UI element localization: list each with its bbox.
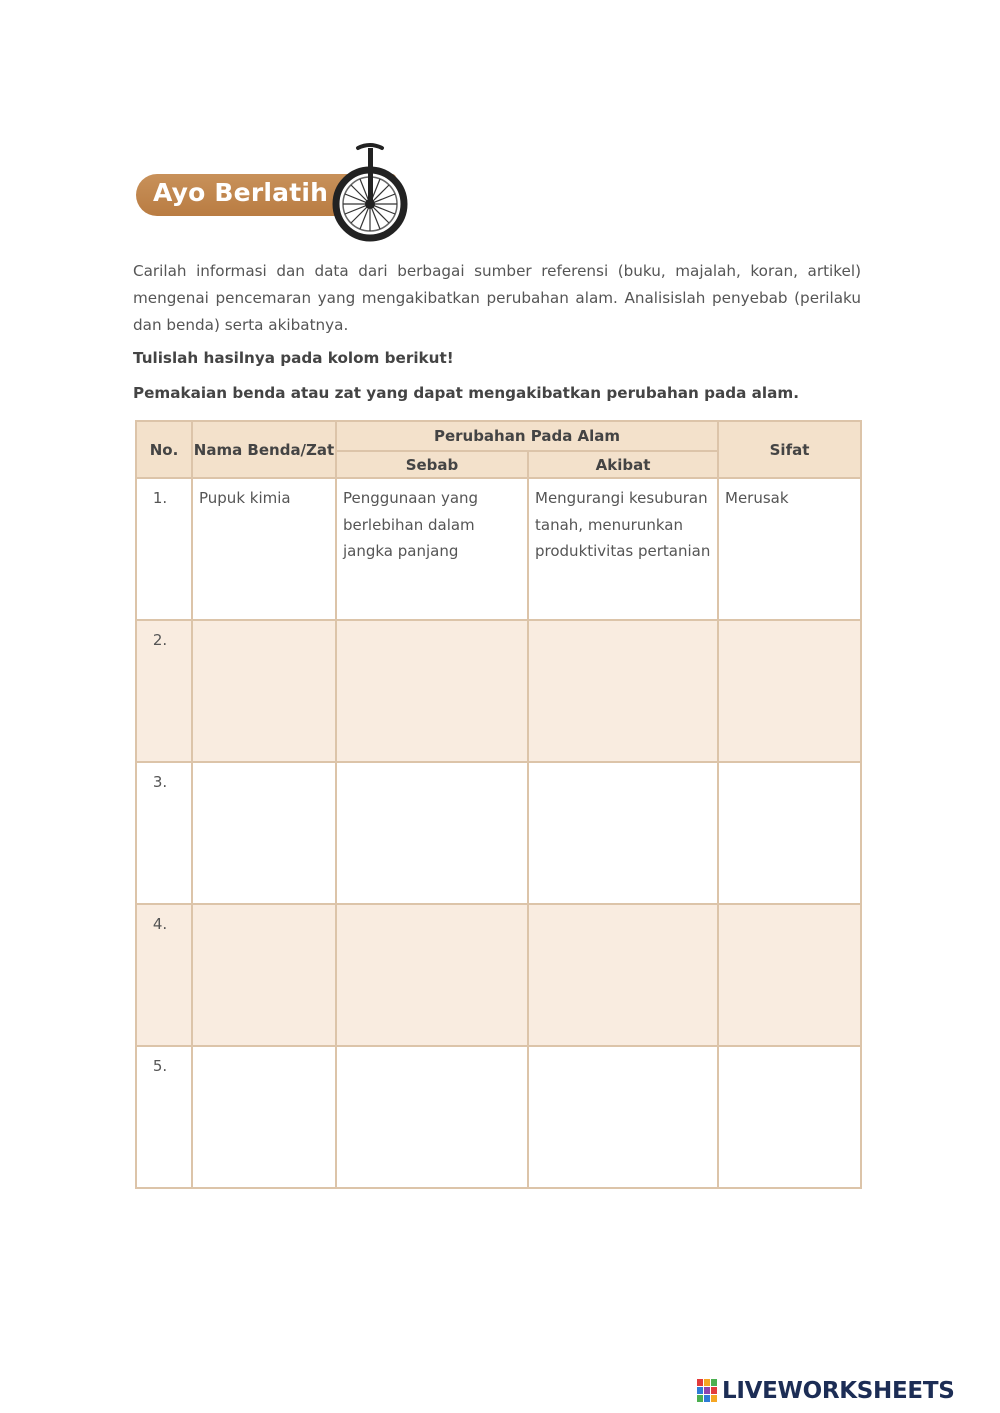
- sebab-cell[interactable]: [336, 620, 528, 762]
- sifat-cell[interactable]: [718, 904, 861, 1046]
- header-no: No.: [136, 421, 192, 478]
- table-row: [136, 762, 861, 904]
- row-number: 5.: [136, 1046, 192, 1188]
- table-title: Pemakaian benda atau zat yang dapat mengakibatkan perubahan pada alam.: [133, 384, 799, 402]
- nama-cell[interactable]: [192, 762, 336, 904]
- brand-text: LIVEWORKSHEETS: [722, 1378, 955, 1404]
- sebab-cell[interactable]: [336, 904, 528, 1046]
- page-title: Ayo Berlatih: [153, 178, 329, 207]
- table-row: [136, 904, 861, 1046]
- akibat-cell[interactable]: [528, 762, 718, 904]
- akibat-cell[interactable]: [528, 904, 718, 1046]
- sifat-cell[interactable]: [718, 620, 861, 762]
- row-number: 2.: [136, 620, 192, 762]
- header-nama: Nama Benda/Zat: [192, 421, 336, 478]
- table-row: [136, 620, 861, 762]
- table-row: [136, 478, 861, 620]
- header-sebab: Sebab: [336, 451, 528, 478]
- row-number: 4.: [136, 904, 192, 1046]
- table-row: [136, 1046, 861, 1188]
- instruction-text: Tulislah hasilnya pada kolom berikut!: [133, 349, 454, 367]
- row-number: 1.: [136, 478, 192, 620]
- nama-cell[interactable]: [192, 904, 336, 1046]
- intro-paragraph: Carilah informasi dan data dari berbagai sumber referensi (buku, majalah, koran, artikel) mengenai pencemaran yang mengakibatkan perubahan alam. Analisislah penyebab (perilaku dan benda) serta akibatnya.: [133, 262, 861, 334]
- sifat-cell: Merusak: [718, 478, 861, 620]
- unicycle-icon: [328, 140, 412, 242]
- nama-cell[interactable]: [192, 1046, 336, 1188]
- nama-cell: Pupuk kimia: [192, 478, 336, 620]
- nama-cell[interactable]: [192, 620, 336, 762]
- sebab-cell: Penggunaan yang berlebihan dalam jangka panjang: [336, 478, 528, 620]
- sebab-cell[interactable]: [336, 1046, 528, 1188]
- lws-blocks-icon: [697, 1379, 719, 1403]
- header-akibat: Akibat: [528, 451, 718, 478]
- header-sifat: Sifat: [718, 421, 861, 478]
- sifat-cell[interactable]: [718, 762, 861, 904]
- worksheet-table: [135, 420, 862, 1189]
- akibat-cell: Mengurangi kesuburan tanah, menurunkan produktivitas pertanian: [528, 478, 718, 620]
- liveworksheets-logo: [697, 1378, 954, 1404]
- akibat-cell[interactable]: [528, 620, 718, 762]
- sebab-cell[interactable]: [336, 762, 528, 904]
- row-number: 3.: [136, 762, 192, 904]
- header-perubahan: Perubahan Pada Alam: [336, 421, 718, 451]
- akibat-cell[interactable]: [528, 1046, 718, 1188]
- sifat-cell[interactable]: [718, 1046, 861, 1188]
